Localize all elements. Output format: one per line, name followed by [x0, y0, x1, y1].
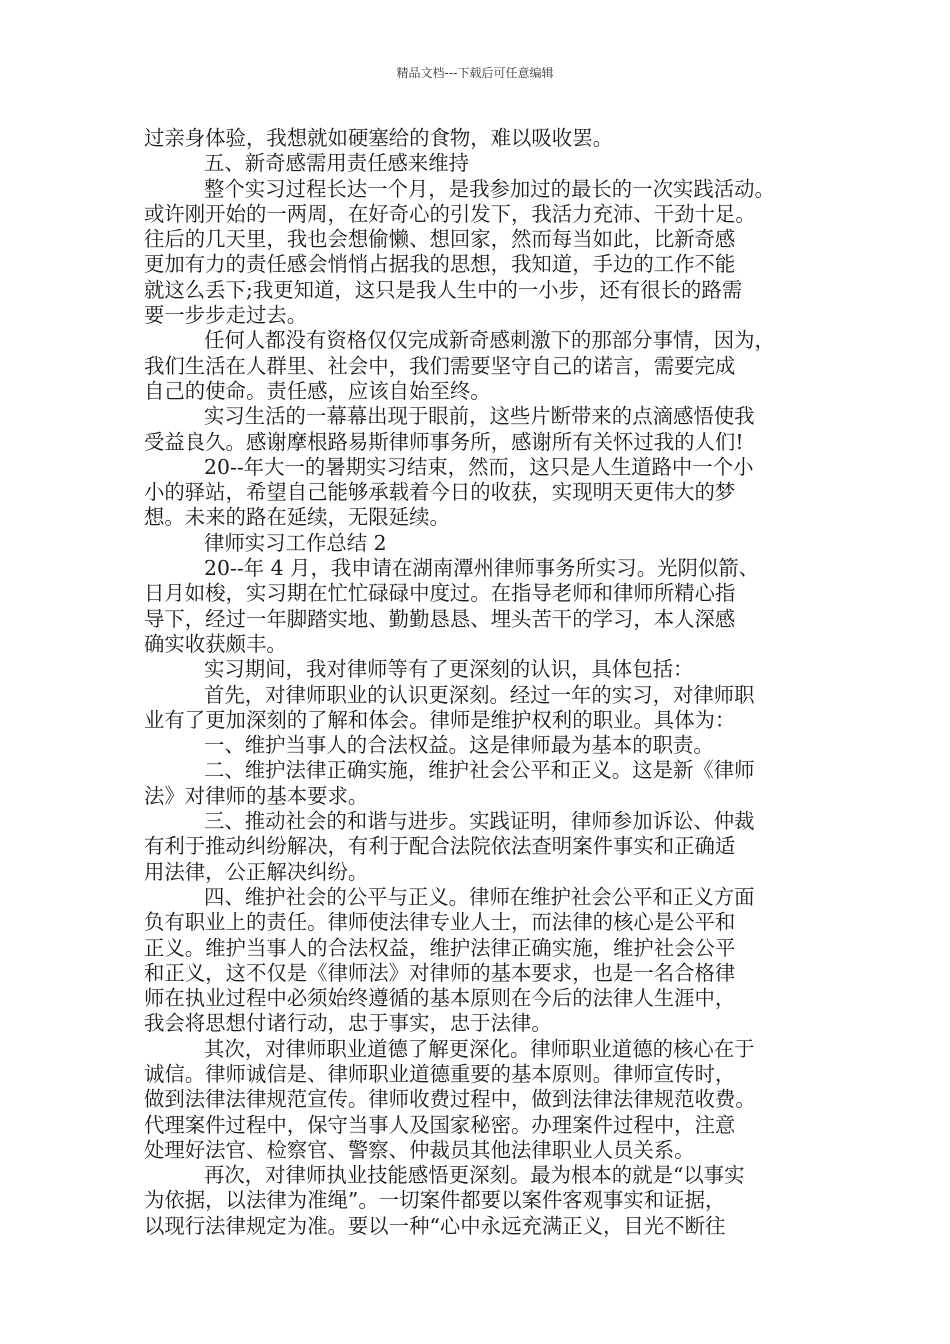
text-line: 或许刚开始的一两周，在好奇心的引发下，我活力充沛、干劲十足。 [144, 201, 756, 226]
text-line: 为依据，以法律为准绳”。一切案件都要以案件客观事实和证据， [144, 1188, 726, 1213]
text-line: 任何人都没有资格仅仅完成新奇感刺激下的那部分事情，因为， [204, 328, 775, 353]
text-line: 三、推动社会的和谐与进步。实践证明，律师参加诉讼、仲裁 [204, 809, 755, 834]
text-line: 以现行法律规定为准。要以一种“心中永远充满正义，目光不断往 [144, 1213, 726, 1238]
text-line: 过亲身体验，我想就如硬塞给的食物，难以吸收罢。 [144, 126, 613, 150]
text-line: 再次，对律师执业技能感悟更深刻。最为根本的就是“以事实 [204, 1163, 745, 1188]
page-header: 精品文档---下载后可任意编辑 [396, 66, 554, 80]
text-line: 负有职业上的责任。律师使法律专业人士，而法律的核心是公平和 [144, 910, 736, 935]
text-line: 做到法律法律规范宣传。律师收费过程中，做到法律法律规范收费。 [144, 1087, 756, 1112]
text-line: 和正义，这不仅是《律师法》对律师的基本要求，也是一名合格律 [144, 960, 736, 985]
text-line: 业有了更加深刻的了解和体会。律师是维护权利的职业。具体为： [144, 707, 736, 732]
text-line: 确实收获颇丰。 [144, 631, 287, 656]
document-body [144, 126, 808, 1239]
text-line: 首先，对律师职业的认识更深刻。经过一年的实习，对律师职 [204, 682, 755, 707]
text-line: 五、新奇感需用责任感来维持 [204, 151, 470, 176]
text-line: 就这么丢下;我更知道，这只是我人生中的一小步，还有很长的路需 [144, 277, 743, 302]
text-line: 小的驿站，希望自己能够承载着今日的收获，实现明天更伟大的梦 [144, 480, 736, 505]
text-line: 法》对律师的基本要求。 [144, 783, 369, 808]
text-line: 实习生活的一幕幕出现于眼前，这些片断带来的点滴感悟使我 [204, 404, 755, 429]
text-line: 日月如梭，实习期在忙忙碌碌中度过。在指导老师和律师所精心指 [144, 581, 736, 606]
text-line: 我会将思想付诸行动，忠于事实，忠于法律。 [144, 1011, 552, 1036]
text-line: 想。未来的路在延续，无限延续。 [144, 505, 450, 530]
text-line: 处理好法官、检察官、警察、仲裁员其他法律职业人员关系。 [144, 1137, 695, 1162]
text-line: 有利于推动纠纷解决，有利于配合法院依法查明案件事实和正确适 [144, 834, 736, 859]
text-line: 20--年 4 月，我申请在湖南潭州律师事务所实习。光阴似箭、 [204, 556, 760, 581]
text-line: 整个实习过程长达一个月，是我参加过的最长的一次实践活动。 [204, 176, 775, 201]
text-line: 更加有力的责任感会悄悄占据我的思想，我知道，手边的工作不能 [144, 252, 736, 277]
text-line: 一、维护当事人的合法权益。这是律师最为基本的职责。 [204, 733, 714, 758]
text-line: 其次，对律师职业道德了解更深化。律师职业道德的核心在于 [204, 1036, 755, 1061]
text-line: 往后的几天里，我也会想偷懒、想回家，然而每当如此，比新奇感 [144, 227, 736, 252]
text-line: 正义。维护当事人的合法权益，维护法律正确实施，维护社会公平 [144, 935, 736, 960]
text-line: 律师实习工作总结 2 [204, 530, 387, 555]
text-line: 用法律，公正解决纠纷。 [144, 859, 369, 884]
text-line: 20--年大一的暑期实习结束，然而，这只是人生道路中一个小 [204, 454, 754, 479]
text-line: 代理案件过程中，保守当事人及国家秘密。办理案件过程中，注意 [144, 1112, 736, 1137]
text-line: 自己的使命。责任感，应该自始至终。 [144, 378, 491, 403]
text-line: 实习期间，我对律师等有了更深刻的认识，具体包括： [204, 657, 694, 682]
text-line: 受益良久。感谢摩根路易斯律师事务所，感谢所有关怀过我的人们! [144, 429, 744, 454]
text-line: 导下，经过一年脚踏实地、勤勤恳恳、埋头苦干的学习，本人深感 [144, 606, 736, 631]
text-line: 我们生活在人群里、社会中，我们需要坚守自己的诺言，需要完成 [144, 353, 736, 378]
text-line: 要一步步走过去。 [144, 303, 308, 328]
text-line: 四、维护社会的公平与正义。律师在维护社会公平和正义方面 [204, 884, 755, 909]
text-line: 二、维护法律正确实施，维护社会公平和正义。这是新《律师 [204, 758, 755, 783]
text-line: 诚信。律师诚信是、律师职业道德重要的基本原则。律师宣传时， [144, 1061, 736, 1086]
text-line: 师在执业过程中必须始终遵循的基本原则在今后的法律人生涯中， [144, 986, 736, 1011]
